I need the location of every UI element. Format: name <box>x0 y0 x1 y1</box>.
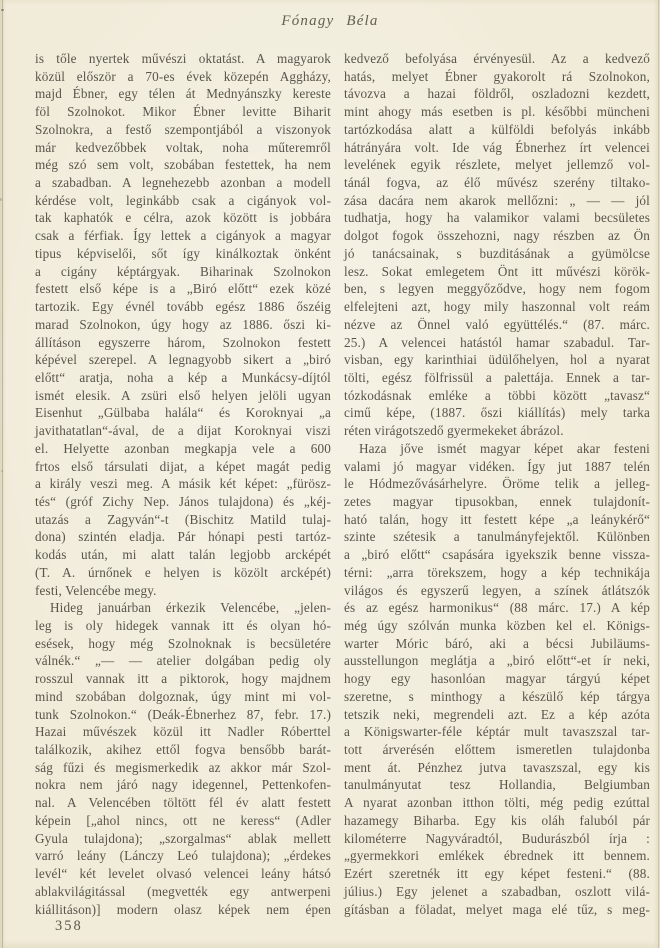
text-line: válnék.“ „— — atelier dolgában pedig oly <box>35 653 331 669</box>
text-line: tak kaphatók e célra, azok között is jobbára <box>35 210 331 226</box>
text-line: Gyula tulajdona); „szorgalmas“ ablak mellett <box>35 830 331 846</box>
text-line: 25.) A velencei hatástól hamar szabadul. Tar- <box>344 334 650 350</box>
text-line: tózkodásnak emléke a többi között „tavasz“ <box>344 387 650 403</box>
text-line: képével szerepel. A legnagyobb sikert a „biró <box>35 352 331 368</box>
paper-speck <box>1 9 4 11</box>
text-line: kedvező befolyása érvényesül. Az a kedvező <box>344 51 650 66</box>
text-line: festett első képe is a „Biró előtt“ ezek közé <box>35 281 331 297</box>
text-line: zetes magyar tipusokban, ennek tulajdonít- <box>344 493 650 509</box>
text-line: cimű képe, (1887. őszi kiállítás) mely tarka <box>344 405 650 421</box>
text-line: föl Szolnokot. Mikor Ébner levitte Biharit <box>35 104 331 120</box>
text-line: képein [„ahol nincs, ott ne keress“ (Adler <box>35 812 331 828</box>
text-line: még szó sem volt, szobában festettek, ha nem <box>35 157 331 173</box>
text-line: találkozik, akihez ettől fogva bensőbb barát- <box>35 742 331 758</box>
text-line: tés“ (gróf Zichy Nep. János tulajdona) és „kéj- <box>35 493 331 509</box>
text-line: nal. A Velencében töltött fél év alatt festett <box>35 795 331 811</box>
text-line: gításban a föladat, melyet maga elé tűz, s meg- <box>344 901 650 917</box>
text-line: szeretne, s minthogy a készülő kép tárgya <box>344 688 650 704</box>
text-line: dolgot fogok összehozni, nagy részben az Ön <box>344 228 650 244</box>
text-line: ben, s legyen meggyőződve, hogy nem fogom <box>344 281 650 297</box>
text-line: utazás a Zagyván“-t (Bischitz Matild tulaj- <box>35 511 331 527</box>
text-line: Eisenhut „Gülbaba halála“ és Koroknyai „a <box>35 405 331 421</box>
text-line: Ezért szeretnék itt egy képet festeni.“ (88. <box>344 866 650 882</box>
text-line: a Königswarter-féle képtár mult tavaszszal tar- <box>344 724 650 740</box>
text-line: (T. A. úrnőnek e helyen is közölt arcképét) <box>35 564 331 580</box>
text-line: ismét elesik. A zsüri első helyen jelöli ugyan <box>35 387 331 403</box>
text-line: ment át. Pénzhez jutva tavaszszal, egy kis <box>344 759 650 775</box>
text-line: ausstellungon meglátja a „biró előtt“-et ír neki, <box>344 653 650 669</box>
text-line: leg is oly hidegek vannak itt és olyan hó- <box>35 618 331 633</box>
text-line: tott árverésén előttem ismeretlen tulajdonba <box>344 742 650 758</box>
text-line: Szolnokra, a festő szempontjából a viszonyok <box>35 121 331 137</box>
text-line: július.) Egy jelenet a szabadban, oszlott vilá- <box>344 883 650 899</box>
text-line: ablakvilágitással (megvették egy antwerpeni <box>35 883 331 899</box>
text-line: a „biró előtt“ csapására igyekszik benne vissza- <box>344 547 650 563</box>
text-line: tölti, egész fölfrissül a palettája. Ennek a tar- <box>344 369 650 385</box>
text-line: frtos első társulati dijat, a képet magát pedig <box>35 458 331 474</box>
text-line: közül először a 70-es évek közepén Aggházy, <box>35 68 331 84</box>
text-line: marad Szolnokon, úgy hogy az 1886. őszi ki- <box>35 316 331 332</box>
text-line: tunk Szolnokon.“ (Deák-Ébnerhez 87, febr. 17.) <box>35 706 331 722</box>
text-line: hatás, melyet Ébner gyakorolt rá Szolnokon, <box>344 68 650 84</box>
text-line: elfelejteni azt, hogy mily haszonnal volt reám <box>344 299 650 315</box>
text-line: a király veszi meg. A másik két képet: „fürösz- <box>35 476 331 492</box>
text-line: javithatatlan“-ával, de a dijat Koroknyai viszi <box>35 423 331 439</box>
text-line: majd Ébner, egy télen át Mednyánszky kereste <box>35 86 331 102</box>
text-line: rosszul vannak itt a piktorok, hogy majdnem <box>35 671 331 687</box>
paper-speck <box>1 470 3 472</box>
text-line: nézve az Önnel való együttélés.“ (87. márc. <box>344 316 650 332</box>
text-line: ható talán, hogy itt festett képe „a leánykérő“ <box>344 511 650 527</box>
text-line: A nyarat azonban itthon tölti, még pedig ezúttal <box>344 795 650 811</box>
text-line: le Hódmezővásárhelyre. Öröme telik a jelleg- <box>344 476 650 492</box>
text-line: tartózkodása alatt a külföldi befolyás inkább <box>344 121 650 137</box>
text-line: tartozik. Egy évnél tovább egész 1886 őszéig <box>35 299 331 315</box>
text-line: távozva a hazai földről, oszladozni kezdett, <box>344 86 650 102</box>
text-line: ság fűzi és megismerkedik az akkor már Szol- <box>35 759 331 775</box>
text-line: már kedvezőbbek voltak, noha műteremről <box>35 139 331 155</box>
text-line: előtt“ aratja, noha a kép a Munkácsy-díjtól <box>35 369 331 385</box>
text-line: szinte szétesik a tanulmányfejektől. Különben <box>344 529 650 545</box>
text-line: kérdése volt, leginkább csak a cigányok vol- <box>35 192 331 208</box>
text-line: mind szobában dolgoznak, úgy mint mi vol- <box>35 688 331 704</box>
paper-speck <box>0 198 2 201</box>
page-edge-shadow-right <box>658 0 659 948</box>
text-line: Hazai művészek közül itt Nadler Róberttel <box>35 724 331 740</box>
text-line: kilométerre Nagyváradtól, Budurászból írja : <box>344 830 650 846</box>
text-line: térni: „arra törekszem, hogy a kép technikája <box>344 564 650 580</box>
text-line: hazamegy Biharba. Egy kis oláh faluból pár <box>344 812 650 828</box>
text-line: Haza jőve ismét magyar képet akar festeni <box>359 440 650 456</box>
left-column-text <box>35 50 331 918</box>
running-header: Fónagy Béla <box>281 13 379 29</box>
text-line: dona) szintén eladja. Pár hónapi pesti tartóz- <box>35 529 331 545</box>
page-number: 358 <box>55 918 83 934</box>
text-line: a szabadban. A legnehezebb azonban a modell <box>35 175 331 191</box>
right-column-text <box>344 50 650 918</box>
text-line: „gyermekkori emlékek ébrednek itt bennem. <box>344 848 650 864</box>
text-line: tanulmányutat tesz Hollandia, Belgiumban <box>344 777 650 793</box>
text-line: festi, Velencébe megy. <box>35 582 157 598</box>
text-line: hogy egy hasonlóan magyar tárgyú képet <box>344 671 650 687</box>
text-line: tánál fogva, az élő művész szerény tiltako- <box>344 175 650 191</box>
text-line: jó tanácsainak, s buzditásának a gyümölcse <box>344 245 650 261</box>
text-line: warter Móric báró, aki a bécsi Jubiläums- <box>344 635 650 651</box>
text-line: el. Helyette azonban megkapja vele a 600 <box>35 440 331 456</box>
text-line: varró leány (Lánczy Leó tulajdona); „érdekes <box>35 848 331 864</box>
text-line: lesz. Sokat emlegetem Önt itt művészi körök- <box>344 263 650 279</box>
text-line: Hideg januárban érkezik Velencébe, „jelen- <box>50 600 331 616</box>
text-line: valami jó magyar vidéken. Így jut 1887 telén <box>344 458 650 474</box>
text-line: mint ahogy más esetben is pl. későbbi müncheni <box>344 104 650 120</box>
text-line: kodás után, mi alatt talán legjobb arcképét <box>35 547 331 563</box>
text-line: réten virágotszedő gyermekeket ábrázol. <box>344 423 564 439</box>
text-line: tudhatja, hogy ha valamikor valami becsületes <box>344 210 650 226</box>
text-line: esések, hogy még Szolnoknak is becsületére <box>35 635 331 651</box>
text-line: állításon egyszerre három, Szolnokon festett <box>35 334 331 350</box>
text-line: is tőle nyertek művészi oktatást. A magyarok <box>35 51 331 66</box>
text-line: levél“ két levelet olvasó velencei leány hátsó <box>35 866 331 882</box>
text-line: nokra nem járó nagy idegennel, Pettenkofen- <box>35 777 331 793</box>
text-line: visban, egy karinthiai üdülőhelyen, hol a nyarat <box>344 352 650 368</box>
text-line: kiállitáson)] modern olasz képek nem épen <box>35 901 331 917</box>
text-line: még úgy szólván munka közben kel el. Königs- <box>344 618 650 633</box>
text-columns <box>35 50 650 918</box>
text-line: levelének egyik részlete, melyet jellemző vol- <box>344 157 650 173</box>
text-line: tetszik neki, megrendeli azt. Ez a kép azóta <box>344 706 650 722</box>
text-line: a cigány képtárgyak. Biharinak Szolnokon <box>35 263 331 279</box>
text-line: csak a férfiak. Így lettek a cigányok a magyar <box>35 228 331 244</box>
text-line: zása dacára nem akarok mellőzni: „ — — jól <box>344 192 650 208</box>
text-line: világos és egyszerű legyen, a színek átlátszók <box>344 582 650 598</box>
text-line: tipus képviselői, sőt így kinálkoztak önként <box>35 245 331 261</box>
text-line: hátrányára volt. Ide vág Ébnerhez írt velencei <box>344 139 650 155</box>
page-edge-shadow-left <box>2 0 3 948</box>
text-line: és az egész harmonikus“ (88 márc. 17.) A kép <box>344 600 650 616</box>
